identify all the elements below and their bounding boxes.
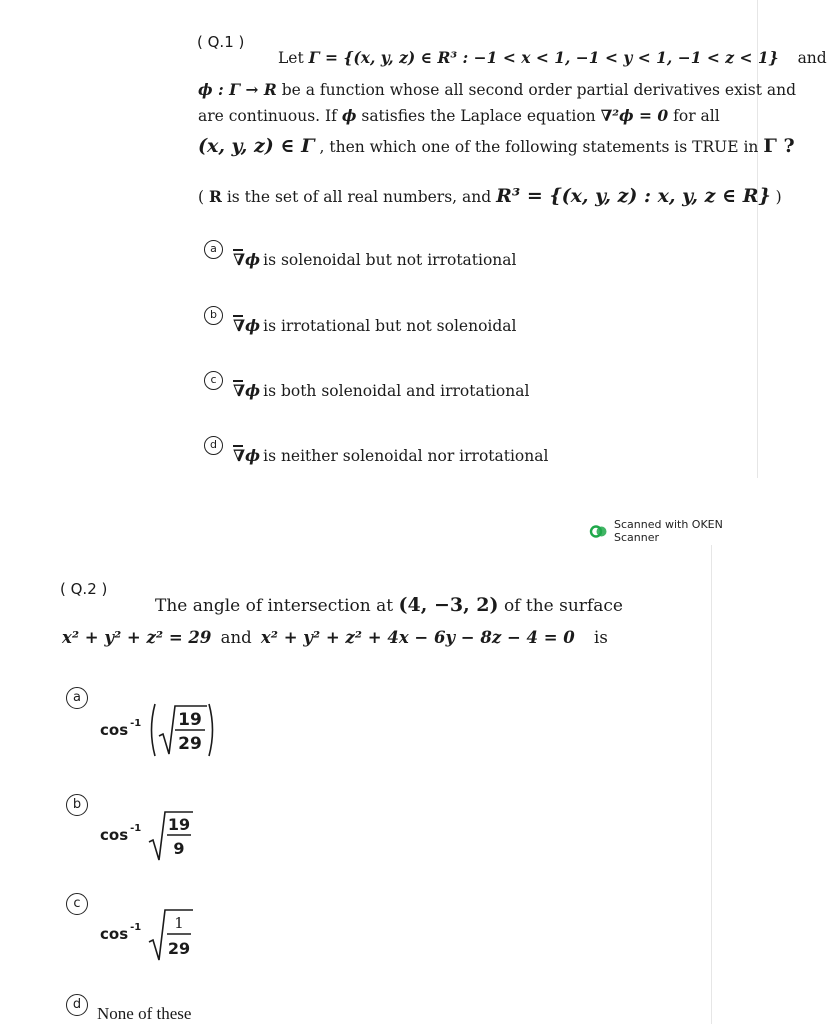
question-line-2: x² + y² + z² = 29 and x² + y² + z² + 4x − 6y − 8z − 4 = 0 is [62,628,608,647]
fraction-denominator: 29 [178,734,203,754]
question-line-1: Let Γ = {(x, y, z) ∈ R³ : −1 < x < 1, −1 < y < 1, −1 < z < 1} and [278,48,827,67]
option-expression: cos -1 1 29 [100,906,197,962]
question-line-1: The angle of intersection at (4, −3, 2) of the surface [155,594,623,616]
option-text: ∇ϕ is solenoidal but not irrotational [233,250,517,269]
option-expression: cos -1 19 9 [100,808,197,862]
option-text: ∇ϕ is neither solenoidal nor irrotational [233,446,549,465]
sqrt-fraction [147,808,197,862]
option-letter-circle: d [66,994,88,1016]
question-line-4: (x, y, z) ∈ Γ , then which one of the following statements is TRUE in Γ ? [198,135,795,157]
question-line-3: are continuous. If ϕ satisfies the Laplace equation ∇²ϕ = 0 for all [198,106,720,125]
fraction-numerator: 19 [168,815,191,834]
oken-scanner-logo-icon [590,525,608,538]
option-text: ∇ϕ is both solenoidal and irrotational [233,381,530,400]
option-letter-circle: c [204,371,223,390]
option-letter-circle: a [66,687,88,709]
option-expression: cos -1 19 29 [100,700,217,760]
fraction-numerator: 19 [178,710,203,730]
question-line-2: ϕ : Γ → R be a function whose all second order partial derivatives exist and [198,80,797,99]
question-number: ( Q.1 ) [197,33,245,51]
option-letter-circle: c [66,893,88,915]
scan-border-right-top [757,0,758,478]
scanner-watermark [590,518,768,544]
option-text: ∇ϕ is irrotational but not solenoidal [233,316,517,335]
fraction-denominator: 29 [168,939,191,958]
sqrt-fraction [147,700,217,760]
question-number: ( Q.2 ) [60,580,108,598]
option-letter-circle: b [66,794,88,816]
sqrt-fraction [147,906,197,962]
fraction-numerator: 1 [174,914,185,932]
question-note: ( R is the set of all real numbers, and R³ = {(x, y, z) : x, y, z ∈ R} ) [198,185,782,207]
option-text: None of these [97,1004,192,1023]
scanner-label: Scanned with OKEN Scanner [614,518,723,544]
fraction-denominator: 9 [173,839,185,858]
scan-border-right-bottom [711,545,712,1024]
option-letter-circle: d [204,436,223,455]
option-letter-circle: a [204,240,223,259]
option-letter-circle: b [204,306,223,325]
